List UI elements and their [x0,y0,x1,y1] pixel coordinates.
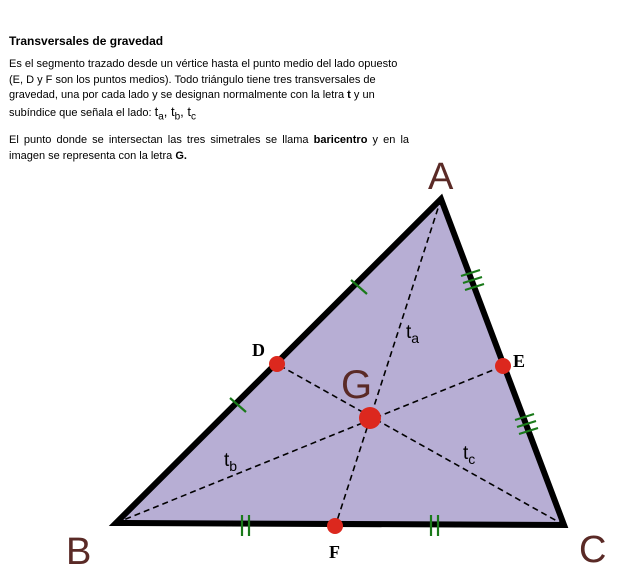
median-tb-label: $t_b$ [224,450,238,474]
definition-bold-t: t [347,89,351,101]
page-title: Transversales de gravedad [9,34,164,48]
midpoint-f-label: F [329,542,340,562]
midpoint-d-dot [269,356,285,372]
centroid-label: G [341,363,373,407]
centroid-dot [359,407,381,429]
midpoint-d-label: D [252,340,265,360]
centroid-text: El punto donde se intersectan las tres simetrales se llama [9,134,314,146]
centroid-bold-word: baricentro [313,134,368,146]
vertex-a-label: A [428,156,454,198]
midpoint-f-dot [327,518,343,534]
median-tc-label: $t_c$ [463,443,476,467]
centroid-text-after: y en la imagen se representa con la letra [9,134,410,162]
midpoint-e-label: E [513,351,526,371]
vertex-b-label: B [66,531,92,573]
midpoint-e-dot [495,358,511,374]
definition-text-after: y un subíndice que señala el lado: [9,89,375,119]
definition-text: Es el segmento trazado desde un vértice hasta el punto medio del lado opuesto (E, D y F son los puntos medios). Todo triángulo tiene tres transversales de gravedad, una por cada lado y se designan normalmente con la letra [9,58,398,101]
centroid-bold-letter: G. [175,149,187,162]
median-notation: $t_a$, $t_b$, $t_c$ [154,103,197,123]
vertex-c-label: C [579,529,607,571]
median-ta-label: $t_a$ [406,322,420,346]
